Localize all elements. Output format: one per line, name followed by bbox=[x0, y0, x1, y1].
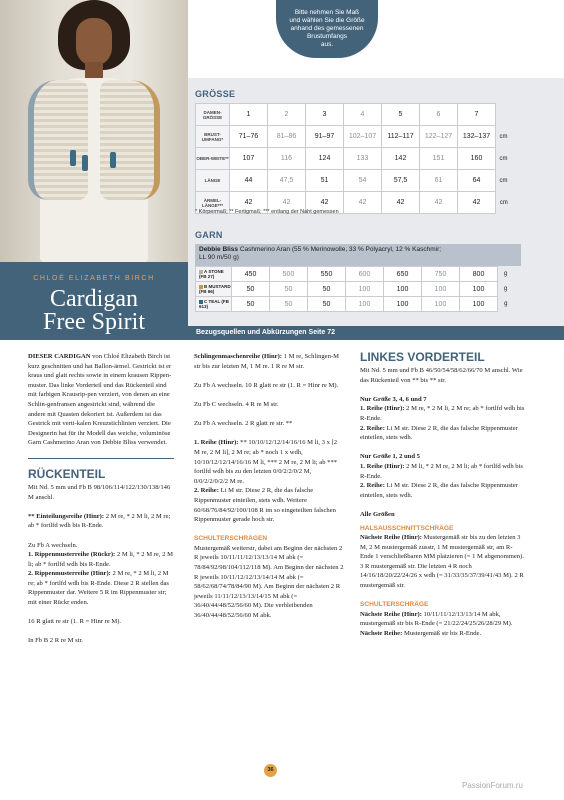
size-cell: 6 bbox=[420, 104, 458, 126]
size-cell: 51 bbox=[306, 170, 344, 192]
size-row-label: LÄNGE bbox=[196, 170, 230, 192]
size-cell: 132–137 bbox=[458, 126, 496, 148]
size-cell: 42 bbox=[230, 192, 268, 214]
yarn-cell: 100 bbox=[460, 282, 498, 297]
yarn-row-label: A STONE (FB 27) bbox=[196, 267, 232, 282]
size-cell: 81–86 bbox=[268, 126, 306, 148]
yarn-cell: 50 bbox=[270, 282, 308, 297]
yarn-cell: 800 bbox=[460, 267, 498, 282]
size-cell: 3 bbox=[306, 104, 344, 126]
size-cell: 5 bbox=[382, 104, 420, 126]
column-1 bbox=[28, 352, 174, 656]
text-paragraph: Mit Nd. 5 mm und Fb B 46/50/54/58/62/66/70 M anschl. Wie das Rückenteil von ** bis ** str. bbox=[360, 367, 523, 384]
text-paragraph: Alle Größen bbox=[360, 510, 395, 518]
yarn-row bbox=[196, 267, 514, 282]
size-row bbox=[196, 148, 512, 170]
yarn-cell: 50 bbox=[308, 282, 346, 297]
title-block bbox=[0, 262, 188, 340]
yarn-description: Debbie Bliss Cashmerino Aran (55 % Merinowolle, 33 % Polyacryl, 12 % Kaschmir; LL 90 m/50 g) bbox=[195, 244, 521, 266]
size-cell: 44 bbox=[230, 170, 268, 192]
text-paragraph: Nächste Reihe (Hinr): 10/11/11/12/13/13/14 M abk, mustergemäß str bis R-Ende (= 21/22/24/25/26/28/29 M). bbox=[360, 610, 513, 628]
text-paragraph: Mustergemäß weiterstr, dabei am Beginn der nächsten 2 R jeweils 10/11/11/12/13/13/14 M abk (= 78/84/92/98/104/112/118 M). Am Beginn der nächsten 2 R jeweils 10/11/12/12/13/14/14 M abk (= 58/62/68/74/78/84/90 M). Am Beginn der nächsten 2 R jeweils 11/11/12/13/13/14/15 M abk (= 36/40/44/48/52/56/60 M). Die verbleibenden 36/40/44/48/52/56/60 M abk. bbox=[194, 544, 344, 620]
rueckenteil-heading: RÜCKENTEIL bbox=[28, 466, 106, 481]
text-paragraph: Zu Fb C wechseln. 4 R re M str. bbox=[194, 400, 279, 408]
model-photo bbox=[0, 0, 188, 262]
yarn-row bbox=[196, 282, 514, 297]
text-paragraph: ** Einteilungsreihe (Hinr): 2 M re, * 2 M li, 2 M re; ab * fortlfd wdh bis R-Ende. bbox=[28, 512, 171, 530]
intro-paragraph: DIESER CARDIGAN von Chloé Elizabeth Birch ist kurz geschnitten und hat Ballon-ärmel. Gestrickt ist er kraus und glatt rechts sowie in einem krausen Rippen-muster. Das linke Vorderteil und das Rückenteil sind mit farbigen Krausrip-pen verziert, von denen an eine Schlin-genfransen angestrickt sind, während die andere mit Quasten dekoriert ist. Außerdem ist das Gestrick mit verti-kalen Kreuzstichlinien verziert. Die Designerin hat für ihr Modell das weiche, voluminöse Garn Cashmerino Aran von Debbie Bliss verwendet. bbox=[28, 352, 174, 459]
size-row-label: BRUST-UMFANG* bbox=[196, 126, 230, 148]
size-cell: 54 bbox=[344, 170, 382, 192]
size-cell: 64 bbox=[458, 170, 496, 192]
size-row bbox=[196, 170, 512, 192]
text-paragraph: Nächste Reihe: Mustergemäß str bis R-Ende. bbox=[360, 630, 482, 638]
size-cell: 71–76 bbox=[230, 126, 268, 148]
column-2 bbox=[194, 352, 344, 630]
unit-cell: cm bbox=[499, 155, 508, 162]
text-paragraph: 2. Reihe: Li M str. Diese 2 R, die das falsche Rippenmuster einteilen, stets wdh. Weitere 60/68/76/84/92/100/108 R im so eingeteilten falschen Rippenmuster gerade hoch str. bbox=[194, 487, 336, 524]
watermark: PassionForum.ru bbox=[462, 781, 523, 790]
yarn-cell: 100 bbox=[346, 297, 384, 312]
size-row bbox=[196, 104, 512, 126]
size-cell: 57,5 bbox=[382, 170, 420, 192]
measure-hint-bubble: Bitte nehmen Sie Maß und wählen Sie die Größe anhand des gemessenen Brustumfangs aus. bbox=[276, 0, 378, 58]
text-paragraph: 1. Reihe (Hinr): 2 M re, * 2 M li, 2 M re; ab * fortlfd wdh bis R-Ende. bbox=[360, 405, 525, 422]
size-cell: 133 bbox=[344, 148, 382, 170]
size-cell: 2 bbox=[268, 104, 306, 126]
unit-cell: cm bbox=[499, 199, 508, 206]
size-cell: 160 bbox=[458, 148, 496, 170]
size-cell: 4 bbox=[344, 104, 382, 126]
text-paragraph: Nur Größe 1, 2 und 5 bbox=[360, 453, 420, 461]
unit-cell: g bbox=[503, 271, 508, 277]
yarn-cell: 100 bbox=[460, 297, 498, 312]
unit-cell: g bbox=[503, 286, 508, 292]
unit-cell: cm bbox=[499, 133, 508, 140]
text-paragraph: In Fb B 2 R re M str. bbox=[28, 637, 83, 645]
size-cell: 61 bbox=[420, 170, 458, 192]
size-cell: 116 bbox=[268, 148, 306, 170]
yarn-cell: 450 bbox=[232, 267, 270, 282]
schulterschraegen-heading: SCHULTERSCHRÄGEN bbox=[194, 535, 268, 543]
yarn-cell: 100 bbox=[422, 297, 460, 312]
size-cell: 47,5 bbox=[268, 170, 306, 192]
yarn-cell: 100 bbox=[346, 282, 384, 297]
yarn-cell: 500 bbox=[270, 267, 308, 282]
size-cell: 42 bbox=[420, 192, 458, 214]
size-cell: 112–117 bbox=[382, 126, 420, 148]
text-paragraph: 2. Reihe: Li M str. Diese 2 R, die das falsche Rippenmuster einteilen, stets wdh. bbox=[360, 424, 518, 442]
yarn-cell: 600 bbox=[346, 267, 384, 282]
title-line-2: Free Spirit bbox=[43, 309, 145, 335]
unit-cell: cm bbox=[499, 177, 508, 184]
size-cell: 42 bbox=[306, 192, 344, 214]
schulterschraege-heading: SCHULTERSCHRÄGE bbox=[360, 601, 429, 609]
size-row-label: DAMEN-GRÖSSE bbox=[196, 104, 230, 126]
size-cell: 107 bbox=[230, 148, 268, 170]
yarn-cell: 100 bbox=[384, 297, 422, 312]
linkes-vorderteil-heading: LINKES VORDERTEIL bbox=[360, 350, 485, 364]
size-cell: 151 bbox=[420, 148, 458, 170]
size-cell: 42 bbox=[268, 192, 306, 214]
column-3 bbox=[360, 348, 526, 648]
size-footnote: * Körpermaß; ** Fertigmaß; *** entlang der Naht gemessen bbox=[195, 209, 339, 215]
unit-cell: g bbox=[504, 301, 508, 307]
yarn-cell: 550 bbox=[308, 267, 346, 282]
yarn-cell: 650 bbox=[384, 267, 422, 282]
size-cell: 122–127 bbox=[420, 126, 458, 148]
yarn-cell: 50 bbox=[232, 297, 270, 312]
size-row-label: ÄRMEL-LÄNGE*** bbox=[196, 192, 230, 214]
text-paragraph: 1. Reihe (Hinr): ** 10/10/12/12/14/16/16 M li, 3 x [2 M re, 2 M li], 2 M re; ab * noch 1 x wdh, 10/10/12/12/14/16/16 M li, *** 2 M re, 2 M li; ab *** fortlfd wdh bis zu den letzten 0/0/2/2/0/2 M, 0/0/2/2/0/2/2 M re. bbox=[194, 439, 338, 485]
bezug-bar: Bezugsquellen und Abkürzungen Seite 72 bbox=[188, 326, 564, 340]
yarn-row bbox=[196, 297, 514, 312]
size-cell: 42 bbox=[458, 192, 496, 214]
garn-heading: GARN bbox=[195, 230, 223, 240]
yarn-cell: 50 bbox=[308, 297, 346, 312]
text-paragraph: Nächste Reihe (Hinr): Mustergemäß str bis zu den letzten 3 M, 2 M mustergemäß zusstr, 1 M mustergemäß str, am R-Ende 1 verschließbaren MM platzieren (= 1 M abgenommen). 3 R mustergemäß str. Die letzten 4 R noch 14/16/18/20/22/24/26 x wdh (= 31/33/35/37/39/41/43 M). 2 R mustergemäß str. bbox=[360, 534, 524, 590]
size-cell: 124 bbox=[306, 148, 344, 170]
size-cell: 42 bbox=[382, 192, 420, 214]
size-row-label: OBER-WEITE** bbox=[196, 148, 230, 170]
size-cell: 91–97 bbox=[306, 126, 344, 148]
yarn-cell: 100 bbox=[384, 282, 422, 297]
text-paragraph: 16 R glatt re str (1. R = Hinr re M). bbox=[28, 618, 122, 626]
title-line-1: Cardigan bbox=[50, 286, 138, 312]
page-number: 36 bbox=[264, 764, 277, 777]
text-paragraph: Schlingenmaschenreihe (Hinr): 1 M re, Schlingen-M str bis zur letzten M, 1 M re. 1 R re M str. bbox=[194, 353, 339, 370]
text-paragraph: 1. Reihe (Hinr): 2 M li, * 2 M re, 2 M li; ab * fortlfd wdh bis R-Ende. bbox=[360, 462, 523, 480]
size-row bbox=[196, 126, 512, 148]
yarn-cell: 50 bbox=[270, 297, 308, 312]
text-paragraph: Zu Fb A wechseln. 2 R glatt re str. ** bbox=[194, 420, 293, 428]
size-cell: 42 bbox=[344, 192, 382, 214]
text-paragraph: 2. Rippenmusterreihe (Hinr): 2 M re, * 2 M li, 2 M re; ab * fortlfd wdh bis R-Ende. Diese 2 R stellen das Rippenmuster dar. Weitere 5 R im Rippenmuster str; mit einer Rückr enden. bbox=[28, 570, 170, 607]
size-cell: 7 bbox=[458, 104, 496, 126]
size-cell: 142 bbox=[382, 148, 420, 170]
text-paragraph: 2. Reihe: Li M str. Diese 2 R, die das falsche Rippenmuster einteilen, stets wdh. bbox=[360, 482, 518, 499]
text-paragraph: Nur Größe 3, 4, 6 und 7 bbox=[360, 395, 427, 403]
text-paragraph: Zu Fb A wechseln. bbox=[28, 541, 78, 549]
text-paragraph: 1. Rippenmusterreihe (Rückr): 2 M li, * 2 M re, 2 M li; ab * fortlfd wdh bis R-Ende. bbox=[28, 551, 173, 568]
yarn-row-label: B MUSTARD (FB 66) bbox=[196, 282, 232, 297]
yarn-row-label: C TEAL (FB 613) bbox=[196, 297, 232, 312]
size-table bbox=[195, 103, 512, 214]
size-cell: 102–107 bbox=[344, 126, 382, 148]
halsausschnitt-heading: HALSAUSSCHNITTSCHRÄGE bbox=[360, 524, 454, 532]
text-paragraph: Mit Nd. 5 mm und Fb B 98/106/114/122/130/138/146 M anschl. bbox=[28, 483, 171, 501]
yarn-cell: 50 bbox=[232, 282, 270, 297]
unit-cell bbox=[496, 104, 512, 126]
size-cell: 1 bbox=[230, 104, 268, 126]
yarn-cell: 750 bbox=[422, 267, 460, 282]
text-paragraph: Zu Fb A wechseln. 10 R glatt re str (1. R = Hinr re M). bbox=[194, 381, 339, 389]
groesse-heading: GRÖSSE bbox=[195, 89, 236, 99]
yarn-cell: 100 bbox=[422, 282, 460, 297]
designer-name: CHLOÉ ELIZABETH BIRCH bbox=[33, 275, 155, 282]
yarn-table bbox=[195, 266, 514, 312]
